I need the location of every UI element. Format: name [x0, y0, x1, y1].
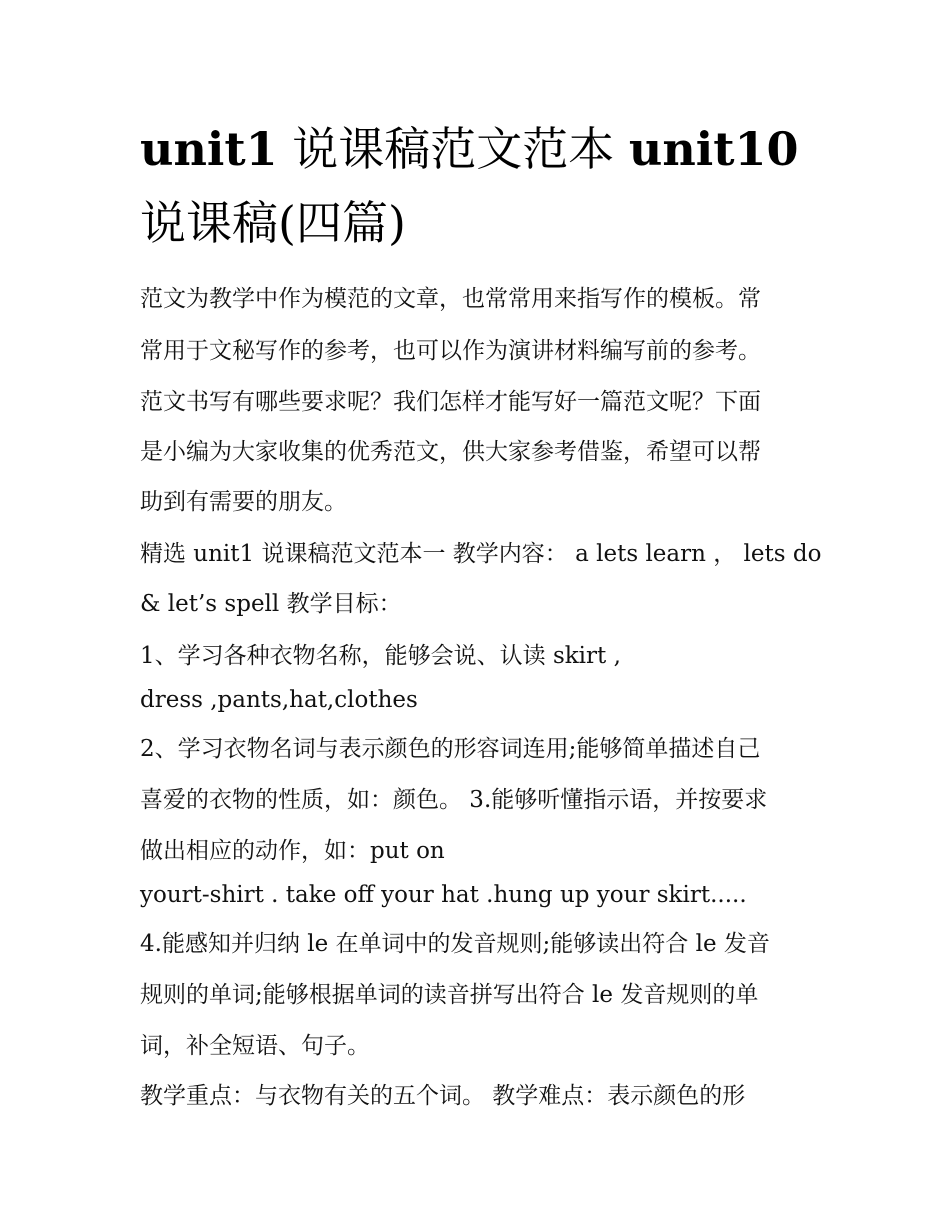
body-line: 规则的单词;能够根据单词的读音拼写出符合 le 发音规则的单	[140, 982, 759, 1008]
body-line: 词，补全短语、句子。	[140, 1033, 370, 1059]
document-title	[140, 112, 840, 260]
title-unit1: unit1	[140, 122, 278, 176]
body-line: 精选 unit1 说课稿范文范本一 教学内容： a lets learn ， lets do	[140, 541, 822, 567]
body-line: 做出相应的动作，如：put on	[140, 838, 445, 864]
body-line: 2、学习衣物名词与表示颜色的形容词连用;能够简单描述自己	[140, 736, 761, 762]
title-unit10: unit10	[628, 122, 799, 176]
body-line: 教学重点：与衣物有关的五个词。 教学难点：表示颜色的形	[140, 1083, 746, 1109]
body-line: & let’s spell 教学目标：	[140, 591, 402, 617]
body-line: 范文为教学中作为模范的文章，也常常用来指写作的模板。常	[140, 286, 761, 312]
title-text: 说课稿范文范本	[277, 122, 629, 176]
body-line: 4.能感知并归纳 le 在单词中的发音规则;能够读出符合 le 发音	[140, 931, 770, 957]
body-line: 助到有需要的朋友。	[140, 489, 347, 515]
body-line: 喜爱的衣物的性质，如：颜色。 3.能够听懂指示语，并按要求	[140, 787, 768, 813]
body-line: 1、学习各种衣物名称，能够会说、认读 skirt ,	[140, 643, 621, 669]
title-text-line2: 说课稿(四篇)	[140, 196, 406, 250]
body-line: 常用于文秘写作的参考，也可以作为演讲材料编写前的参考。	[140, 338, 761, 364]
body-line: 是小编为大家收集的优秀范文，供大家参考借鉴，希望可以帮	[140, 439, 761, 465]
body-line: dress ,pants,hat,clothes	[140, 687, 418, 713]
body-line: 范文书写有哪些要求呢？我们怎样才能写好一篇范文呢？下面	[140, 389, 761, 415]
body-line: yourt-shirt . take off your hat .hung up your skirt.....	[140, 882, 747, 908]
